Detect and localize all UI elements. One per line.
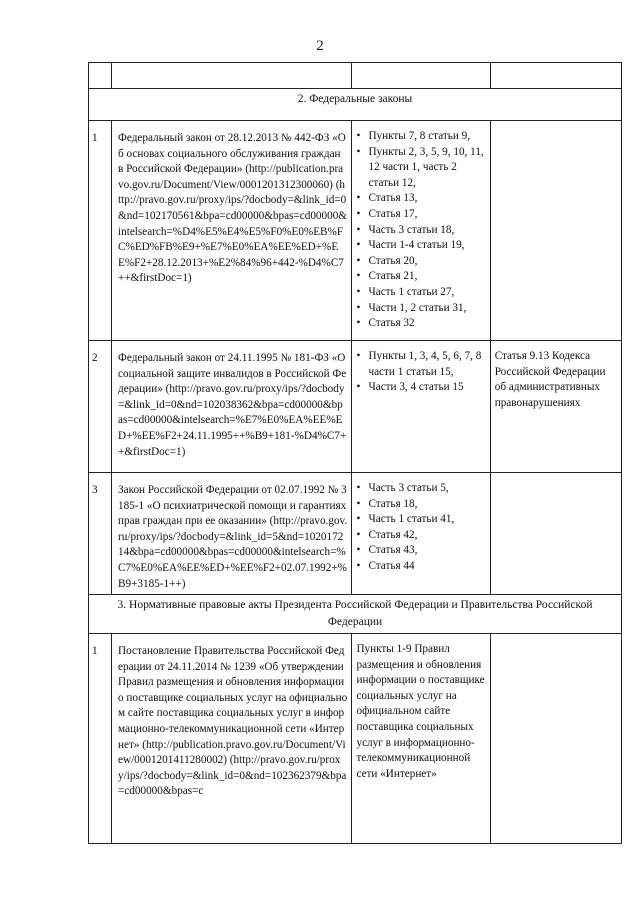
- list-item: • Часть 1 статьи 41,: [356, 512, 487, 528]
- liability-cell: [490, 634, 621, 844]
- list-item: • Статья 43,: [356, 543, 487, 559]
- structural-units-list: [352, 341, 489, 396]
- structural-units-cell: [352, 473, 490, 595]
- act-description: Закон Российской Федерации от 02.07.1992 № 3185-1 «О психиатрической помощи и гарантиях прав граждан при ее оказании» (http://pravo.gov.ru/proxy/ips/?docbody=&link_id=5&nd=102017214&bpa=cd00000&bpas=cd00000&intelsearch=%C7%E0%EA%EE%ED+%EE%F2+02.07.1992+%B9+3185-1++): [112, 473, 352, 595]
- section-row: [89, 595, 622, 634]
- legal-acts-table: [88, 62, 622, 844]
- empty-cell: [89, 63, 112, 89]
- list-item: • Статья 20,: [356, 254, 487, 270]
- section-heading-federal-laws: 2. Федеральные законы: [89, 89, 622, 121]
- list-item: • Пункты 7, 8 статьи 9,: [356, 129, 487, 145]
- act-description: Федеральный закон от 28.12.2013 № 442-ФЗ «Об основах социального обслуживания граждан в Российской Федерации» (http://publication.pravo.gov.ru/Document/View/0001201312300060) (http://pravo.gov.ru/proxy/ips/?docbody=&link_id=0&nd=102170561&bpa=cd00000&bpas=cd00000&intelsearch=%D4%E5%E4%E5%F0%E0%EB%FC%ED%FB%E9+%E7%E0%EA%EE%ED+%EE%F2+28.12.2013+%E2%84%96+442-%D4%C7++&firstDoc=1): [112, 121, 352, 341]
- list-item: • Часть 1 статьи 27,: [356, 285, 487, 301]
- empty-cell: [112, 63, 352, 89]
- structural-units-cell: [352, 121, 490, 341]
- list-item: • Пункты 2, 3, 5, 9, 10, 11, 12 части 1, часть 2 статьи 12,: [356, 145, 487, 192]
- list-item: • Статья 18,: [356, 497, 487, 513]
- table-row: [89, 341, 622, 473]
- structural-units-cell: [352, 341, 490, 473]
- structural-units-list: [352, 121, 489, 332]
- liability-cell: [490, 121, 621, 341]
- list-item: • Статья 21,: [356, 269, 487, 285]
- row-number: 2: [89, 341, 112, 473]
- structural-units-list: [352, 473, 489, 575]
- table-row: [89, 473, 622, 595]
- list-item: • Статья 32: [356, 316, 487, 332]
- section-heading-normative-acts: 3. Нормативные правовые акты Президента Российской Федерации и Правительства Российской Федерации: [89, 595, 622, 634]
- liability-cell: Статья 9.13 Кодекса Российской Федерации об административных правонарушениях: [490, 341, 621, 473]
- list-item: • Статья 17,: [356, 207, 487, 223]
- list-item: • Статья 44: [356, 559, 487, 575]
- row-number: 1: [89, 121, 112, 341]
- table-row-empty: [89, 63, 622, 89]
- empty-cell: [490, 63, 621, 89]
- act-description: Постановление Правительства Российской Федерации от 24.11.2014 № 1239 «Об утверждении Правил размещения и обновления информации о поставщике социальных услуг на официальном сайте поставщика социальных услуг в информационно-телекоммуникационной сети «Интернет» (http://publication.pravo.gov.ru/Document/View/0001201411280002) (http://pravo.gov.ru/proxy/ips/?docbody=&link_id=0&nd=102362379&bpa=cd00000&bpas=c: [112, 634, 352, 844]
- row-number: 3: [89, 473, 112, 595]
- section-row: [89, 89, 622, 121]
- act-description: Федеральный закон от 24.11.1995 № 181-ФЗ «О социальной защите инвалидов в Российской Федерации» (http://pravo.gov.ru/proxy/ips/?docbody=&link_id=0&nd=102038362&bpa=cd00000&bpas=cd00000&intelsearch=%E7%E0%EA%EE%ED+%EE%F2+24.11.1995++%B9+181-%D4%C7++&firstDoc=1): [112, 341, 352, 473]
- page-number: 2: [316, 38, 324, 54]
- empty-cell: [352, 63, 490, 89]
- list-item: • Части 3, 4 статьи 15: [356, 380, 487, 396]
- list-item: • Части 1, 2 статьи 31,: [356, 301, 487, 317]
- table-row: [89, 121, 622, 341]
- list-item: • Часть 3 статьи 18,: [356, 223, 487, 239]
- table-row: [89, 634, 622, 844]
- structural-units-cell: Пункты 1-9 Правил размещения и обновления информации о поставщике социальных услуг на официальном сайте поставщика социальных услуг в информационно-телекоммуникационной сети «Интернет»: [352, 634, 490, 844]
- list-item: • Часть 3 статьи 5,: [356, 481, 487, 497]
- list-item: • Пункты 1, 3, 4, 5, 6, 7, 8 части 1 статьи 15,: [356, 349, 487, 380]
- list-item: • Статья 42,: [356, 528, 487, 544]
- list-item: • Статья 13,: [356, 191, 487, 207]
- row-number: 1: [89, 634, 112, 844]
- liability-cell: [490, 473, 621, 595]
- list-item: • Части 1-4 статьи 19,: [356, 238, 487, 254]
